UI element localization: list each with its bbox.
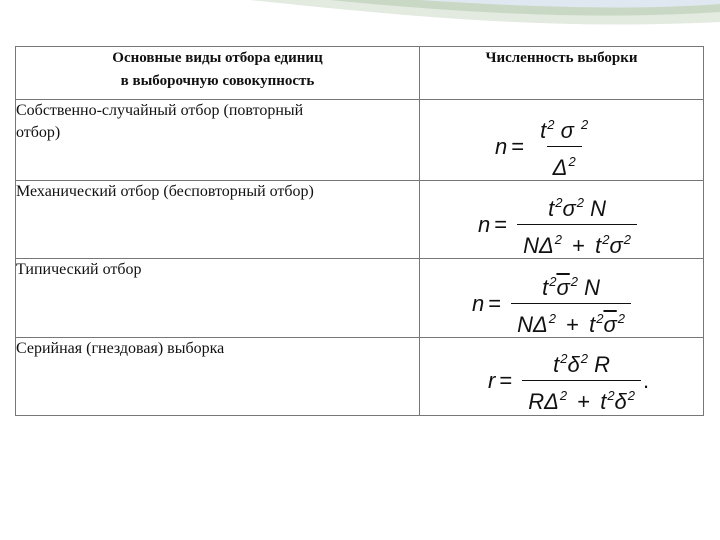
sym-N: N <box>590 196 606 221</box>
formula-numerator <box>547 346 616 380</box>
exp-2: 2 <box>559 388 568 403</box>
sym-delta: Δ <box>544 389 559 414</box>
formula-lhs: n <box>495 133 508 159</box>
sym-delta: Δ <box>533 312 548 337</box>
header-sample-size-text: Численность выборки <box>485 50 638 66</box>
formula-cell <box>420 181 704 259</box>
sym-sigma-bar: $\overline{\sigma}$ <box>603 312 617 337</box>
sym-N: N <box>517 312 533 337</box>
sym-t: t <box>600 389 607 414</box>
row-label-line1: Механический отбор (бесповторный отбор) <box>16 183 314 200</box>
formula-equals: = <box>499 367 513 393</box>
sym-t: t <box>542 275 549 300</box>
formula-equals: = <box>488 290 502 316</box>
exp-2: 2 <box>596 311 604 326</box>
formula-cell <box>420 259 704 338</box>
exp-2: 2 <box>581 117 589 132</box>
exp-2: 2 <box>547 117 555 132</box>
sampling-table <box>15 46 704 416</box>
exp-2: 2 <box>549 274 557 289</box>
header-methods-line1: Основные виды отбора единиц <box>112 50 323 66</box>
exp-2: 2 <box>623 232 631 247</box>
sym-t: t <box>595 233 602 258</box>
exp-2: 2 <box>548 311 556 326</box>
sym-sigma: σ <box>609 233 623 258</box>
formula-mechanical <box>478 190 637 259</box>
sym-delta-small: δ <box>614 389 627 414</box>
formula-cell <box>420 100 704 181</box>
formula-fraction <box>522 346 641 415</box>
sym-N: N <box>523 233 539 258</box>
sym-t: t <box>548 196 555 221</box>
row-label-line1: Собственно-случайный отбор (повторный <box>16 102 304 119</box>
sym-plus: + <box>577 389 591 414</box>
table-row <box>16 338 704 416</box>
header-methods-line2: в выборочную совокупность <box>120 73 315 89</box>
row-label-line1: Серийная (гнездовая) выборка <box>16 340 225 357</box>
formula-numerator <box>542 190 612 224</box>
formula-numerator <box>534 112 594 146</box>
exp-2: 2 <box>580 351 588 366</box>
exp-2: 2 <box>568 154 576 169</box>
sym-plus: + <box>566 312 579 337</box>
formula-lhs: n <box>478 211 491 237</box>
exp-2: 2 <box>554 232 562 247</box>
sym-t: t <box>589 312 596 337</box>
row-label <box>16 338 420 416</box>
sym-t: t <box>553 352 560 377</box>
sym-sigma-bar: $\overline{\sigma}$ <box>556 275 570 300</box>
formula-fraction <box>511 269 631 338</box>
sym-N: N <box>584 275 600 300</box>
formula-lhs: r <box>488 367 496 393</box>
exp-2: 2 <box>576 195 584 210</box>
sym-delta: Δ <box>552 155 568 180</box>
sym-sigma: σ <box>562 196 576 221</box>
sym-delta-small: δ <box>567 352 580 377</box>
formula-typical <box>472 269 631 338</box>
row-label <box>16 259 420 338</box>
row-label <box>16 181 420 259</box>
formula-fraction <box>534 112 594 181</box>
header-sample-size <box>420 47 704 100</box>
sym-plus: + <box>572 233 585 258</box>
formula-equals: = <box>511 133 525 159</box>
header-methods <box>16 47 420 100</box>
exp-2: 2 <box>555 195 563 210</box>
row-label <box>16 100 420 181</box>
sym-R: R <box>528 389 545 414</box>
sym-delta: Δ <box>539 233 554 258</box>
exp-2: 2 <box>627 388 636 403</box>
formula-fraction <box>517 190 637 259</box>
row-label-line2: отбор) <box>16 124 61 141</box>
formula-serial <box>488 346 649 415</box>
formula-period: . <box>643 367 650 393</box>
formula-cell <box>420 338 704 416</box>
table-row <box>16 259 704 338</box>
formula-denominator <box>547 146 582 181</box>
formula-numerator <box>536 269 606 303</box>
exp-2: 2 <box>607 388 615 403</box>
formula-lhs: n <box>472 290 485 316</box>
formula-simple-random <box>495 112 594 181</box>
exp-2: 2 <box>617 311 625 326</box>
sym-sigma: σ <box>560 118 574 143</box>
sym-t: t <box>540 118 547 143</box>
formula-denominator <box>522 380 641 415</box>
exp-2: 2 <box>602 232 610 247</box>
exp-2: 2 <box>560 351 568 366</box>
table-row <box>16 100 704 181</box>
formula-denominator <box>517 224 637 259</box>
sym-R: R <box>594 352 611 377</box>
exp-2: 2 <box>570 274 578 289</box>
formula-denominator <box>511 303 631 338</box>
row-label-line1: Типический отбор <box>16 261 142 278</box>
header-row <box>16 47 704 100</box>
table-row <box>16 181 704 259</box>
formula-equals: = <box>494 211 508 237</box>
